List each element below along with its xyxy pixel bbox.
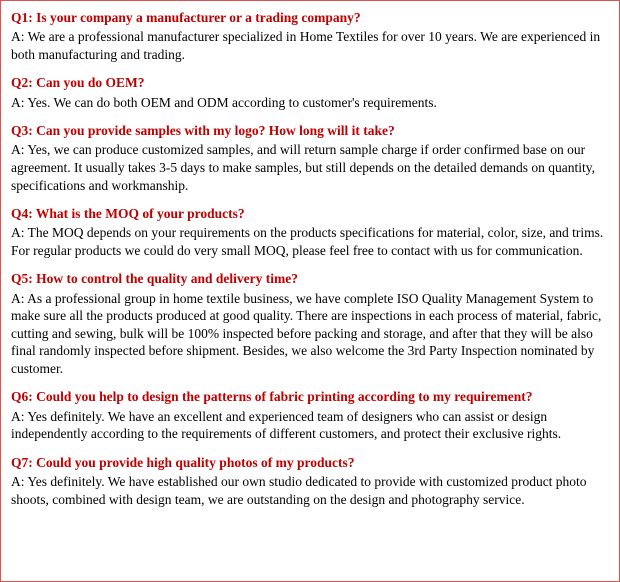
faq-answer: A: Yes. We can do both OEM and ODM according to customer's requirements. <box>11 94 437 110</box>
faq-question: Q6: Could you help to design the patterns of fabric printing according to my requirement? <box>11 389 533 405</box>
faq-answer: A: Yes, we can produce customized samples, and will return sample charge if order confirmed base on our agreement. It usually takes 3-5 days to make samples, but still depends on the detailed demands on quantity, specifications and workmanship. <box>11 142 595 193</box>
faq-answer: A: The MOQ depends on your requirements on the products specifications for material, color, size, and trims. For regular products we could do very small MOQ, please feel free to contact with us for communication. <box>11 225 604 258</box>
faq-item <box>11 454 609 508</box>
faq-question: Q3: Can you provide samples with my logo? How long will it take? <box>11 123 395 139</box>
faq-question: Q7: Could you provide high quality photos of my products? <box>11 454 355 470</box>
faq-question: Q5: How to control the quality and delivery time? <box>11 271 298 287</box>
faq-item <box>11 388 609 442</box>
faq-question: Q4: What is the MOQ of your products? <box>11 206 245 222</box>
faq-item <box>11 270 609 377</box>
faq-answer: A: We are a professional manufacturer specialized in Home Textiles for over 10 years. We are experienced in both manufacturing and trading. <box>11 29 601 62</box>
faq-item <box>11 74 609 111</box>
faq-item <box>11 205 609 259</box>
faq-question: Q2: Can you do OEM? <box>11 75 145 91</box>
faq-item <box>11 122 609 194</box>
faq-question: Q1: Is your company a manufacturer or a trading company? <box>11 10 361 25</box>
faq-answer: A: Yes definitely. We have established our own studio dedicated to provide with customized product photo shoots, combined with design team, we are outstanding on the design and photography service. <box>11 474 587 507</box>
faq-answer: A: Yes definitely. We have an excellent and experienced team of designers who can assist or design independently according to the requirements of different customers, and protect their exclusive rights. <box>11 408 562 442</box>
faq-answer: A: As a professional group in home textile business, we have complete ISO Quality Management System to make sure all the products produced at good quality. There are inspections in each process of material, fabric, cutting and sewing, bulk will be 100% inspected before packing and storage, and after that they will be also final randomly inspected before shipment. Besides, we also welcome the 3rd Party Inspection nominated by customer. <box>11 290 602 376</box>
faq-item <box>11 9 609 63</box>
